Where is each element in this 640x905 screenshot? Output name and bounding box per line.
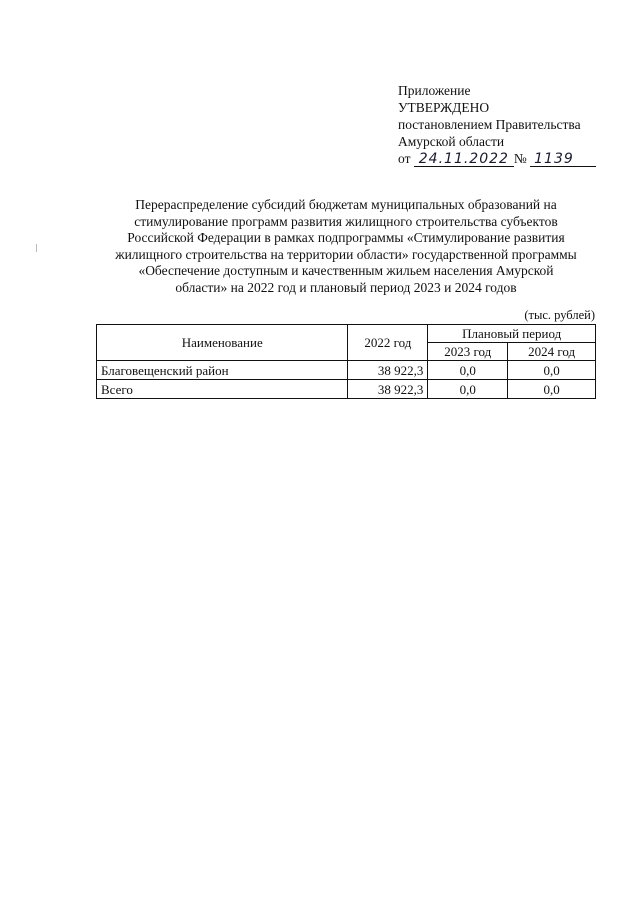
approval-line-resolution: постановлением Правительства [398,117,581,132]
title-line: области» на 2022 год и плановый период 2023 и 2024 годов [175,279,517,295]
document-title [96,197,596,296]
title-line: Перераспределение субсидий бюджетам муниципальных образований на [135,197,557,212]
row-name: Всего [97,380,348,399]
handwritten-number: 1139 [530,152,596,167]
table-row [97,361,596,380]
row-2022-value: 38 922,3 [348,380,428,399]
row-name: Благовещенский район [97,361,348,380]
approval-block [398,82,608,167]
scan-mark [36,244,37,252]
row-2023-value: 0,0 [428,380,508,399]
title-line: жилищного строительства на территории области» государственной программы [115,246,577,262]
units-label: (тыс. рублей) [524,308,595,322]
title-line: «Обеспечение доступным и качественным жильем населения Амурской [138,263,554,278]
header-name: Наименование [97,325,348,361]
row-2022-value: 38 922,3 [348,361,428,380]
row-2024-value: 0,0 [508,361,596,380]
table-row-total [97,380,596,399]
from-prefix: от [398,151,411,166]
header-2022: 2022 год [348,325,428,361]
title-line: Российской Федерации в рамках подпрограммы «Стимулирование развития [127,230,565,245]
row-2023-value: 0,0 [428,361,508,380]
table-header-row [97,325,596,343]
approval-line-appendix: Приложение [398,83,471,98]
approval-line-region: Амурской области [398,134,505,149]
approval-line-approved: УТВЕРЖДЕНО [398,100,490,115]
header-2023: 2023 год [428,343,508,361]
subsidy-table [96,324,596,399]
handwritten-date: 24.11.2022 [414,152,514,167]
number-sign: № [513,151,527,166]
header-planned-period: Плановый период [428,325,596,343]
header-2024: 2024 год [508,343,596,361]
approval-line-date-number [398,150,608,167]
title-line: стимулирование программ развития жилищного строительства субъектов [134,213,558,229]
row-2024-value: 0,0 [508,380,596,399]
